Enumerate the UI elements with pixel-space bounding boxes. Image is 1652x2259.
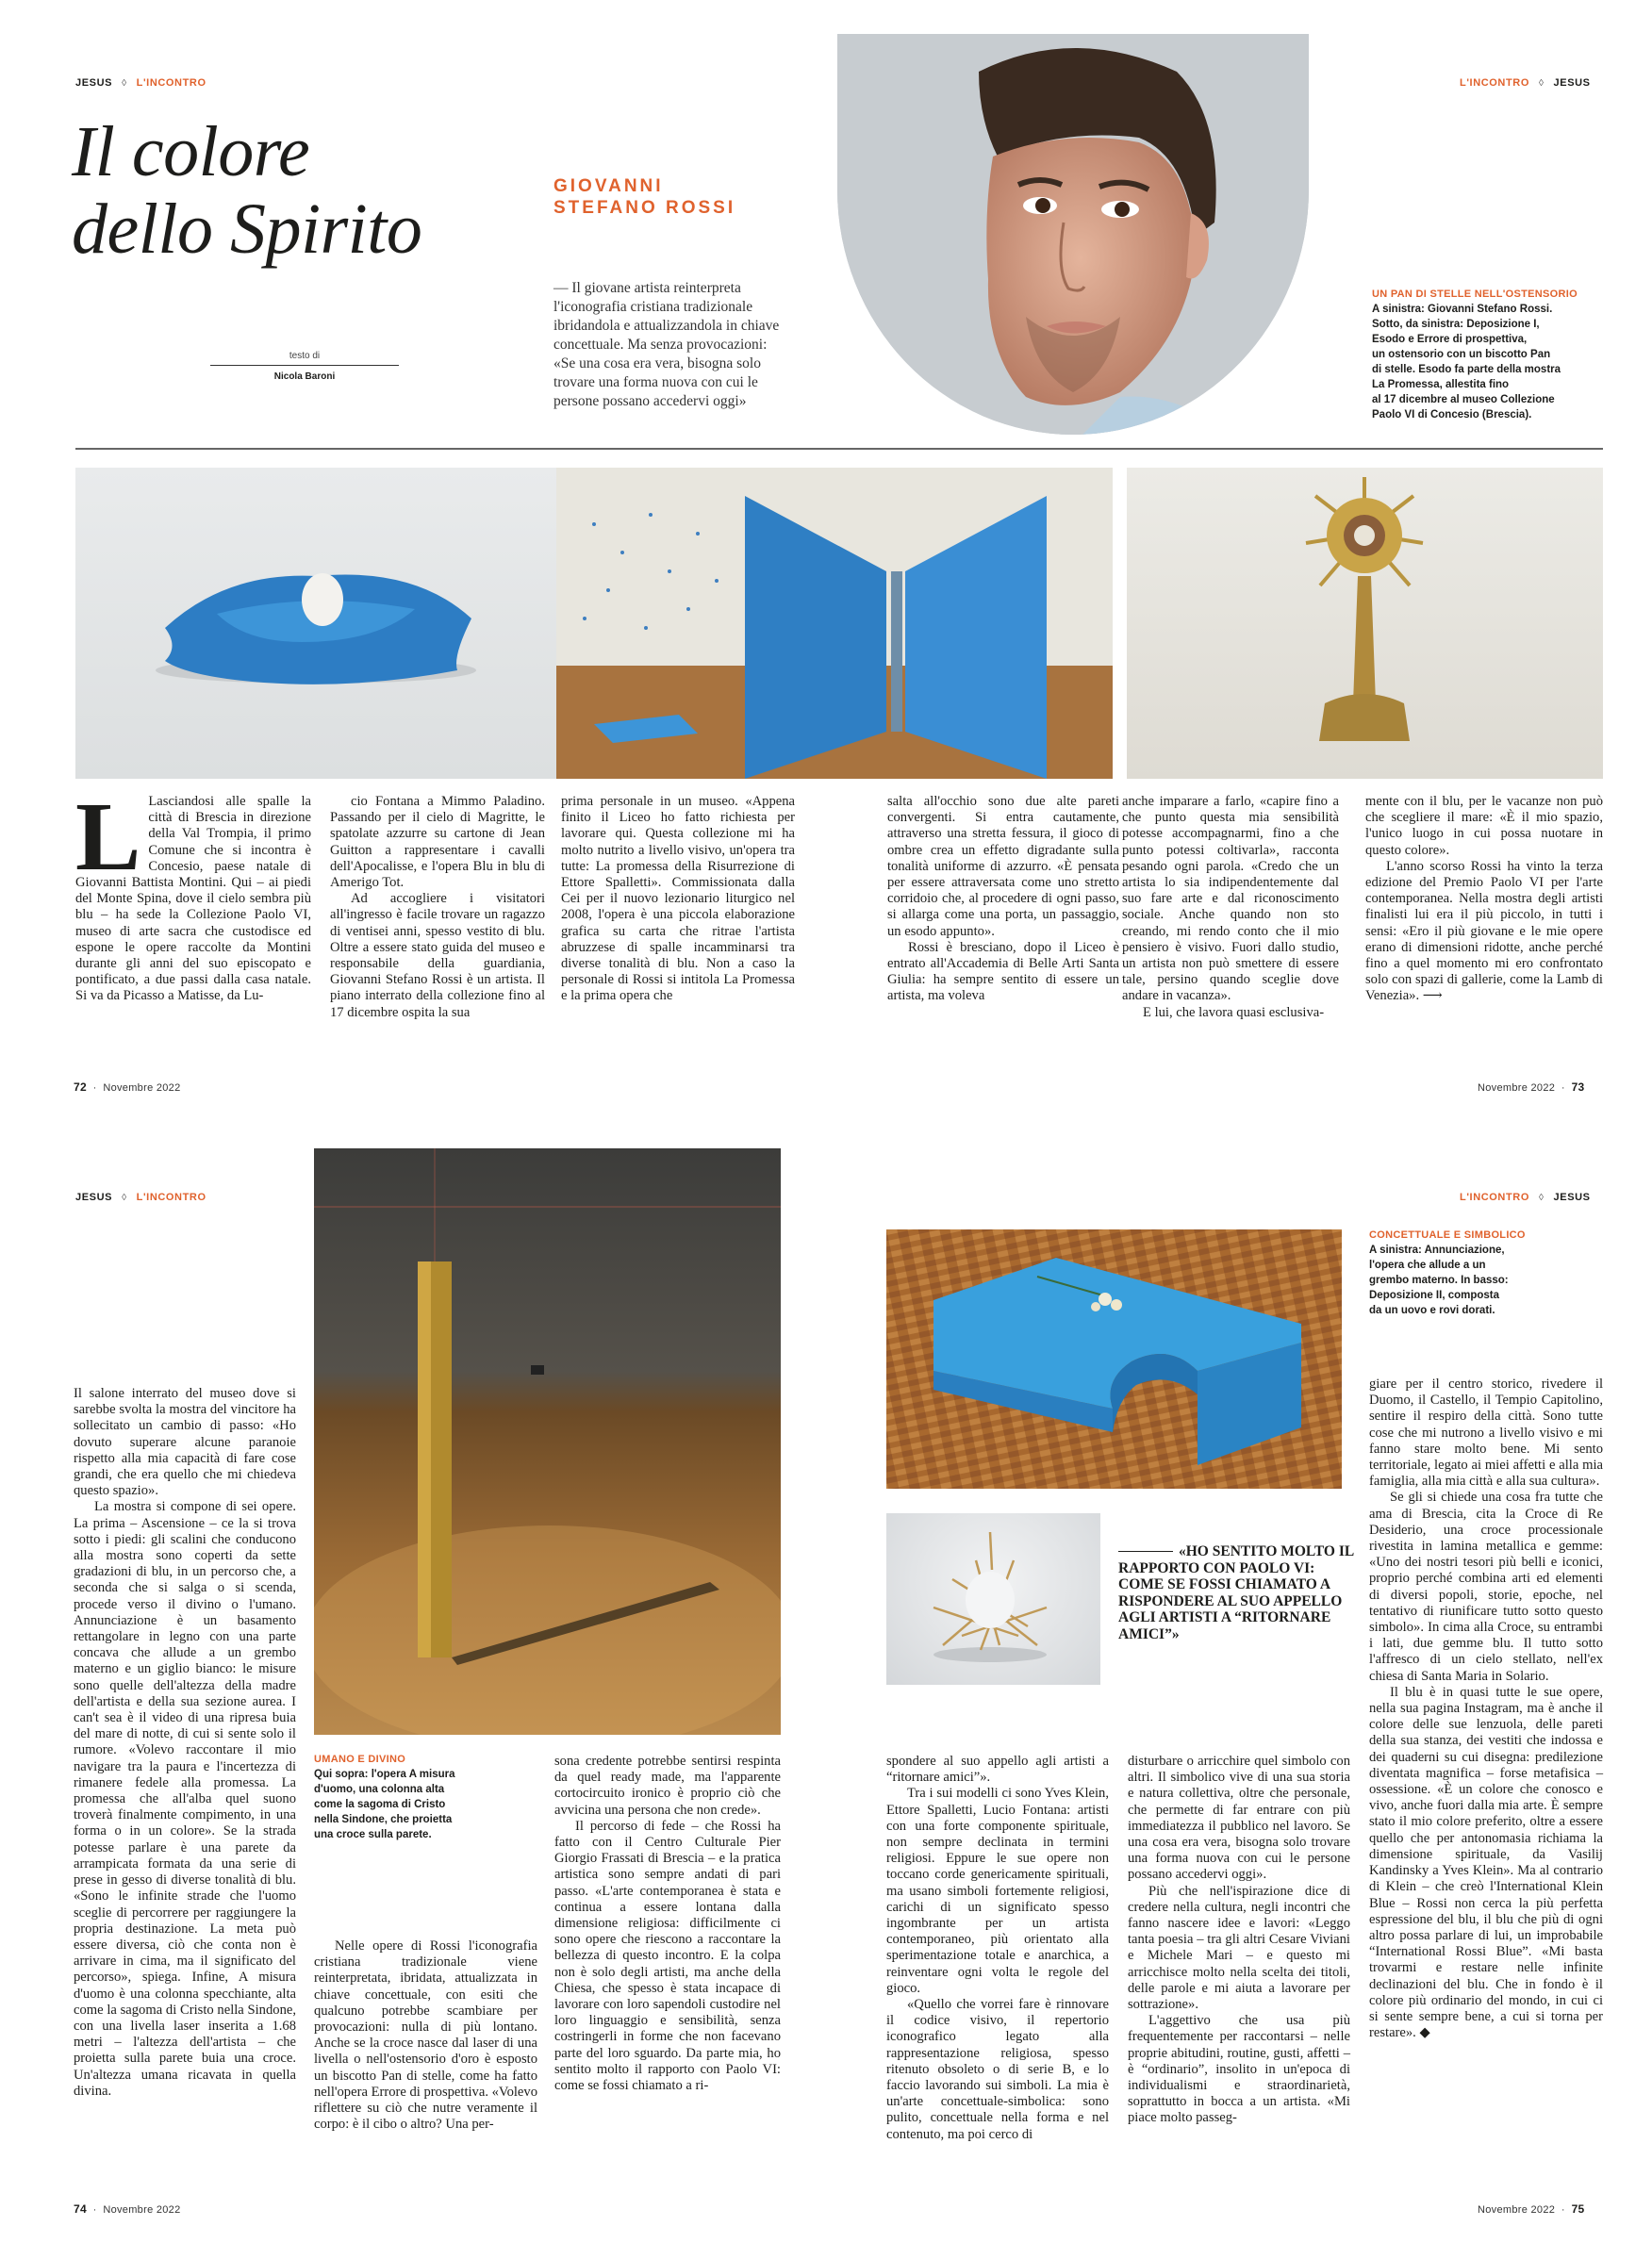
- caption-line: La Promessa, allestita fino: [1372, 379, 1510, 390]
- magazine-name: JESUS: [1553, 77, 1591, 89]
- caption-a-misura-d-uomo: [314, 1754, 540, 1842]
- body-column-5: [1122, 794, 1339, 1021]
- caption-body: [1372, 302, 1603, 422]
- body-column-3: [554, 1754, 781, 2094]
- cushion-egg-illustration: [75, 468, 556, 779]
- portrait-photo: [837, 34, 1309, 435]
- body-column-6: [1369, 1377, 1603, 2041]
- photo-errore-di-prospettiva: [1127, 468, 1603, 779]
- caption-body: [1369, 1243, 1605, 1318]
- caption-line: nella Sindone, che proietta: [314, 1814, 453, 1825]
- caption-line: di stelle. Esodo fa parte della mostra: [1372, 364, 1561, 375]
- page-number: 73: [1571, 1080, 1585, 1094]
- paragraph: cio Fontana a Mimmo Paladino. Passando per il cielo di Magritte, le spatolate azzurre su cartone di Jean Guitton a rappresentare i cavalli dell'Apocalisse, e l'opera Blu in blu di Amerigo Tot.: [330, 794, 545, 891]
- subject-name: [553, 175, 735, 219]
- author-name: Nicola Baroni: [273, 371, 336, 382]
- caption-line: l'opera che allude a un: [1369, 1260, 1486, 1271]
- diamond-icon: ◊: [122, 1192, 127, 1203]
- caption-portrait: [1372, 289, 1603, 422]
- body-column-2: [330, 794, 545, 1021]
- paragraph: L'aggettivo che usa più frequentemente per raccontarsi – nelle proprie abitudini, routine, gusti, affetti – è “ordinario”, insolito in un'epoca di individualismi e straordinarietà, soprattutto in bocca a un artista. «Mi piace molto passeg-: [1128, 2013, 1350, 2126]
- section-header-left: [75, 77, 206, 89]
- caption-line: A sinistra: Giovanni Stefano Rossi.: [1372, 304, 1553, 315]
- caption-line: un ostensorio con un biscotto Pan: [1372, 349, 1551, 360]
- body-column-2: [314, 1938, 537, 2133]
- page-number: 72: [74, 1080, 87, 1094]
- page-number: 75: [1571, 2202, 1585, 2216]
- title-line-2: dello Spirito: [72, 190, 422, 269]
- egg-thorns-illustration: [886, 1513, 1100, 1685]
- body-column-1: [75, 783, 311, 1005]
- caption-heading: UN PAN DI STELLE NELL'OSTENSORIO: [1372, 289, 1578, 300]
- caption-line: una croce sulla parete.: [314, 1829, 432, 1840]
- magazine-name: JESUS: [1553, 1192, 1591, 1203]
- paragraph: Nelle opere di Rossi l'iconografia cristiana tradizionale viene reinterpretata, ibridata, attualizzata in chiave concettuale, con esiti che qualcuno potrebbe scambiare per provocazioni: nulla di più lontano. Anche se la croce nasce dal laser di una livella o nell'ostensorio d'oro è esposto un biscotto Pan di stelle, come ha fatto nell'opera Errore di prospettiva. «Volevo riflettere su ciò che nutre veramente il corpo: è il cibo o altro? Una per-: [314, 1938, 538, 2133]
- paragraph: [75, 783, 311, 1005]
- photo-a-misura-d-uomo: [314, 1148, 781, 1735]
- caption-annunciazione: [1369, 1229, 1605, 1318]
- caption-line: come la sagoma di Cristo: [314, 1799, 446, 1810]
- folio-left: 74 · Novembre 2022: [74, 2202, 181, 2216]
- issue-date: Novembre 2022: [103, 2204, 181, 2216]
- caption-line: Esodo e Errore di prospettiva,: [1372, 334, 1528, 345]
- article-title: [72, 113, 562, 268]
- paragraph: Tra i sui modelli ci sono Yves Klein, Ettore Spalletti, Lucio Fontana: artisti con una forte componente spirituale, non sempre declinata in termini religiosi. Eppure le sue opere non toccano corde genericamente spirituali, ma usano simboli fortemente religiosi, carichi di un significato spesso ingombrante per un artista contemporaneo, più orientato alla sperimentazione totale e anarchica, a reinventare ogni volta le regole del gioco.: [886, 1786, 1109, 1996]
- caption-line: A sinistra: Annunciazione,: [1369, 1245, 1505, 1256]
- body-column-1: [74, 1386, 296, 2100]
- caption-heading: CONCETTUALE E SIMBOLICO: [1369, 1229, 1526, 1241]
- subject-name-line-1: GIOVANNI: [553, 176, 664, 196]
- photo-deposizione-ii: [886, 1513, 1100, 1685]
- standfirst: — Il giovane artista reinterpreta l'iconografia cristiana tradizionale ibridandola e attualizzandola in chiave concettuale. Ma senza provocazioni: «Se una cosa era vera, bisogna solo trovare una forma nuova con cui le persone possano accedervi oggi»: [553, 280, 780, 409]
- paragraph: disturbare o arricchire quel simbolo con altri. Il simbolico vive di una sua storia e natura collettiva, oltre che personale, che permette di far entrare con più immediatezza il pubblico nel lavoro. Se una cosa era vera, bisogna solo trovare una forma nuova con cui le persone possano accedervi oggi».: [1128, 1754, 1350, 1883]
- section-name: L'INCONTRO: [1460, 1192, 1529, 1203]
- body-column-3: [561, 794, 795, 1005]
- folio-right: Novembre 2022 · 73: [1478, 1080, 1585, 1094]
- photo-esodo: [556, 468, 1113, 779]
- paragraph: «Quello che vorrei fare è rinnovare il codice visivo, il repertorio iconografico legato alla rappresentazione religiosa, spesso ritenuto obsoleto o di serie B, e lo faccio lavorando sui simboli. La mia è un'arte concettuale-simbolica: sono pulito, concettuale nella forma e nel contenuto, ma poi cerco di: [886, 1997, 1109, 2142]
- caption-line: al 17 dicembre al museo Collezione: [1372, 394, 1555, 405]
- body-column-6: [1365, 794, 1603, 1005]
- paragraph: Rossi è bresciano, dopo il Liceo è entrato all'Accademia di Belle Arti Santa Giulia: ha sempre sentito di essere un artista, ma voleva: [887, 939, 1119, 1004]
- paragraph: Se gli si chiede una cosa fra tutte che ama di Brescia, cita la Croce di Re Desiderio, una croce processionale rivestita in lamina metallica e gemme: «Uno dei nostri tesori più belli e iconici, proprio perché combina arti ed elementi di diversi popoli, storie, epoche, nel tentativo di riunificare tutto sotto questo simbolo». In cima alla Croce, su entrambi i lati, due gemme blu. Il tutto sotto l'affresco di un cielo stellato, nell'ex chiesa di Santa Maria in Solario.: [1369, 1490, 1603, 1684]
- section-name: L'INCONTRO: [136, 77, 206, 89]
- paragraph: anche imparare a farlo, «capire fino a che punto questa mia sensibilità potesse accompagnarmi, fino a che punto potessi coltivarla», racconta pesando ogni parola. «Credo che un artista lo sia indipendentemente dal suo fare arte e dal riconoscimento sociale. Anche quando non sto creando, mi rendo conto che il mio pensiero è visivo. Fuori dallo studio, un artista non può smettere di essere tale, persino quando sceglie dove andare in vacanza».: [1122, 794, 1339, 1004]
- section-header-right: [1460, 77, 1591, 89]
- section-name: L'INCONTRO: [1460, 77, 1529, 89]
- folio-right: Novembre 2022 · 75: [1478, 2202, 1585, 2216]
- paragraph: mente con il blu, per le vacanze non può che scegliere il mare: «È il mio spazio, l'unico luogo in cui possa nuotare in questo colore».: [1365, 794, 1603, 858]
- converging-walls-illustration: [556, 468, 1113, 779]
- diamond-icon: ◊: [122, 77, 127, 89]
- monstrance-illustration: [1127, 468, 1603, 779]
- caption-line: Sotto, da sinistra: Deposizione I,: [1372, 319, 1540, 330]
- body-column-4: [887, 794, 1119, 1005]
- byline: [210, 351, 399, 382]
- paragraph: Ad accogliere i visitatori all'ingresso è facile trovare un ragazzo di ventisei anni, spesso vestito di blu. Oltre a essere stato guida del museo e responsabile della guardiania, Giovanni Stefano Rossi è un artista. Il piano interrato della collezione fino al 17 dicembre ospita la sua: [330, 891, 545, 1020]
- photo-annunciazione: [886, 1229, 1342, 1489]
- golden-column-illustration: [314, 1148, 781, 1735]
- photo-deposizione-i: [75, 468, 556, 779]
- pull-quote: [1118, 1543, 1363, 1642]
- page-number: 74: [74, 2202, 87, 2216]
- paragraph: giare per il centro storico, rivedere il Duomo, il Castello, il Tempio Capitolino, sentire il respiro della città. Sono tutte cose che mi nutrono a livello visivo e mi fanno stare molto bene. Mi sento territoriale, legato ai miei affetti e alla mia famiglia, alla mia città e alla sua cultura».: [1369, 1377, 1603, 1490]
- byline-label: testo di: [210, 351, 399, 366]
- paragraph: Il salone interrato del museo dove si sarebbe svolta la mostra del vincitore ha sollecitato un cambio di passo: «Ho dovuto superare alcune paranoie rispetto alla mia capacità di fare cose grandi, che era quello che mi chiedeva questo spazio».: [74, 1386, 296, 1499]
- folio-left: 72 · Novembre 2022: [74, 1080, 181, 1094]
- section-header-left: [75, 1192, 206, 1203]
- paragraph: La mostra si compone di sei opere. La prima – Ascensione – ce la si trova sotto i piedi: gli scalini che conducono alla mostra sono coperti da sette gradazioni di blu, in un percorso che, a seconda che si salga o si scenda, procede verso il divino o l'umano. Annunciazione è un basamento rettangolare in legno con una parte concava che allude a un grembo materno e un giglio bianco: le misure sono quelle dell'altezza della madre dell'artista e della sua sezione aurea. I can't sea è il video di una ripresa buia del mare di notte, di cui si sente solo il rumore. «Volevo raccontare il mio navigare tra la paura e l'incertezza di rimanere fedele alla promessa. La promessa che all'alba quel suono troverà finalmente compimento, in una forma o in un colore». Se la strada potesse parlare è una parete da arrampicata formata da una serie di prese in gesso di diverse tonalità di blu. «Sono le infinite strade che l'uomo sceglie di percorrere per raggiungere la propria destinazione. La meta può essere diversa, ciò che conta non è arrivare in cima, ma il significato del percorso», spiega. Infine, A misura d'uomo è una colonna specchiante, alta come la sagoma di Cristo nella Sindone, con una livella laser inserita a 1.68 metri – l'altezza dell'artista – che proietta sulla parete buia una croce. Un'altezza umana ricavata in quella divina.: [74, 1499, 296, 2099]
- caption-line: Deposizione II, composta: [1369, 1290, 1500, 1301]
- section-header-right: [1460, 1192, 1591, 1203]
- caption-line: da un uovo e rovi dorati.: [1369, 1305, 1495, 1316]
- issue-date: Novembre 2022: [1478, 1082, 1556, 1094]
- caption-body: [314, 1767, 540, 1842]
- issue-date: Novembre 2022: [1478, 2204, 1556, 2216]
- blue-block-illustration: [886, 1229, 1342, 1489]
- title-line-1: Il colore: [72, 112, 310, 191]
- magazine-name: JESUS: [75, 77, 113, 89]
- caption-line: grembo materno. In basso:: [1369, 1275, 1509, 1286]
- drop-cap: L: [75, 783, 141, 891]
- divider-rule: [75, 448, 1603, 450]
- section-name: L'INCONTRO: [136, 1192, 206, 1203]
- caption-heading: UMANO E DIVINO: [314, 1754, 406, 1765]
- magazine-name: JESUS: [75, 1192, 113, 1203]
- caption-line: d'uomo, una colonna alta: [314, 1784, 445, 1795]
- paragraph: sona credente potrebbe sentirsi respinta da quel ready made, ma l'apparente cortocircuito ironico è proprio ciò che avvicina una persona che non crede».: [554, 1754, 781, 1818]
- pull-quote-rule: [1118, 1551, 1173, 1552]
- paragraph: spondere al suo appello agli artisti a “ritornare amici”».: [886, 1754, 1109, 1786]
- paragraph: Il percorso di fede – che Rossi ha fatto con il Centro Culturale Pier Giorgio Frassati di Brescia – e la pratica artistica sono sempre andati di pari passo. «L'arte contemporanea è stata e continua a essere lontana dalla dimensione religiosa: difficilmente ci sono opere che riescono a raccontare la bellezza di questo incontro. E la colpa non è solo degli artisti, ma anche della Chiesa, che spesso è stata incapace di lavorare con loro sapendoli custodire nel loro linguaggio e sensibilità, senza costringerli in forme che non facevano parte del loro sguardo. Da parte mia, ho sentito molto il rapporto con Paolo VI: come se fossi chiamato a ri-: [554, 1818, 781, 2094]
- paragraph: prima personale in un museo. «Appena finito il Liceo ho fatto richiesta per lavorare qui. Questa collezione mi ha molto nutrito a livello visivo, un'opera tra tutte: La promessa della Risurrezione di Ettore Spalletti». Commissionata dalla Cei per il nuovo lezionario liturgico nel 2008, l'opera è una piccola elaborazione grafica su carta che ritrae l'artista abruzzese di spalle incamminarsi tra diverse tonalità di blu. Non a caso la personale di Rossi si intitola La Promessa e la prima opera che: [561, 794, 795, 1004]
- subject-name-line-2: STEFANO ROSSI: [553, 198, 736, 218]
- portrait-illustration: [837, 34, 1309, 435]
- diamond-icon: ◊: [1539, 1192, 1545, 1203]
- paragraph: Più che nell'ispirazione dice di credere nella cultura, negli incontri che fanno nascere idee e lavori: «Leggo tanta poesia – tra gli altri Cesare Viviani e Michele Mari – e questo mi arricchisce molto nella scelta dei titoli, delle parole e mi aiuta a lavorare per sottrazione».: [1128, 1883, 1350, 2013]
- paragraph: E lui, che lavora quasi esclusiva-: [1143, 1004, 1325, 1020]
- paragraph: salta all'occhio sono due alte pareti convergenti. Si entra cautamente, attraverso una stretta fessura, il gioco di ombre crea un effetto digradante sulla tonalità uniforme di azzurro. «È pensata per essere attraversata come uno stretto corridoio che, al procedere di ogni passo, si allarga come una porta, un passaggio, un esodo appunto».: [887, 794, 1119, 939]
- body-column-5: [1128, 1754, 1350, 2127]
- paragraph-text: Lasciandosi alle spalle la città di Brescia in direzione della Val Trompia, il primo Comune che si incontra è Concesio, paese natale di Giovanni Battista Montini. Qui – ai piedi del Monte Spina, dove il cielo sembra più blu – ha sede la Collezione Paolo VI, museo di arte sacra che custodisce ed espone le opere raccolte da Montini durante gli anni del suo episcopato e pontificato, a due passi dalla casa natale. Si va da Picasso a Matisse, da Lu-: [75, 794, 311, 1004]
- pull-quote-text: «HO SENTITO MOLTO IL RAPPORTO CON PAOLO VI: COME SE FOSSI CHIAMATO A RISPONDERE AL SUO APPELLO AGLI ARTISTI A “RITORNARE AMICI”»: [1118, 1543, 1354, 1642]
- paragraph: Il blu è in quasi tutte le sue opere, nella sua pagina Instagram, ma è anche il colore delle sue lenzuola, delle pareti della sua stanza, dei vestiti che indossa e dei quaderni su cui disegna: predilezione diventata magnifica – forse metafisica – ossessione. «È un colore che conosco e vivo, anche fuori dalla mia arte. È sempre stato il mio colore preferito, oltre a essere quello che per antonomasia richiama la dimensione spirituale, da Vasilij Kandinsky a Yves Klein». Ma al contrario di Klein – che creò l'International Klein Blue – Rossi non cerca la più perfetta espressione del blu, il blu che più di ogni altro possa parlare di lui, un improbabile “International Rossi Blue”. «Mi basta trovarmi e restare nelle infinite declinazioni del blu. Che in fondo è il colore più ordinario del mondo, in cui ci si sente sempre bene, a cui si torna per restare». ◆: [1369, 1684, 1603, 2041]
- paragraph: L'anno scorso Rossi ha vinto la terza edizione del Premio Paolo VI per l'arte contemporanea. Nella mostra degli artisti finalisti lui era il più piccolo, in tutti i sensi: «Ero il più giovane e le mie opere erano di dimensioni ridotte, anche perché fino a quel momento mi ero confrontato solo con spazi di gallerie, come la Lamb di Venezia». ⟶: [1365, 858, 1603, 1004]
- caption-line: Qui sopra: l'opera A misura: [314, 1769, 455, 1780]
- issue-date: Novembre 2022: [103, 1082, 181, 1094]
- diamond-icon: ◊: [1539, 77, 1545, 89]
- caption-line: Paolo VI di Concesio (Brescia).: [1372, 409, 1532, 420]
- body-column-4: [886, 1754, 1109, 2143]
